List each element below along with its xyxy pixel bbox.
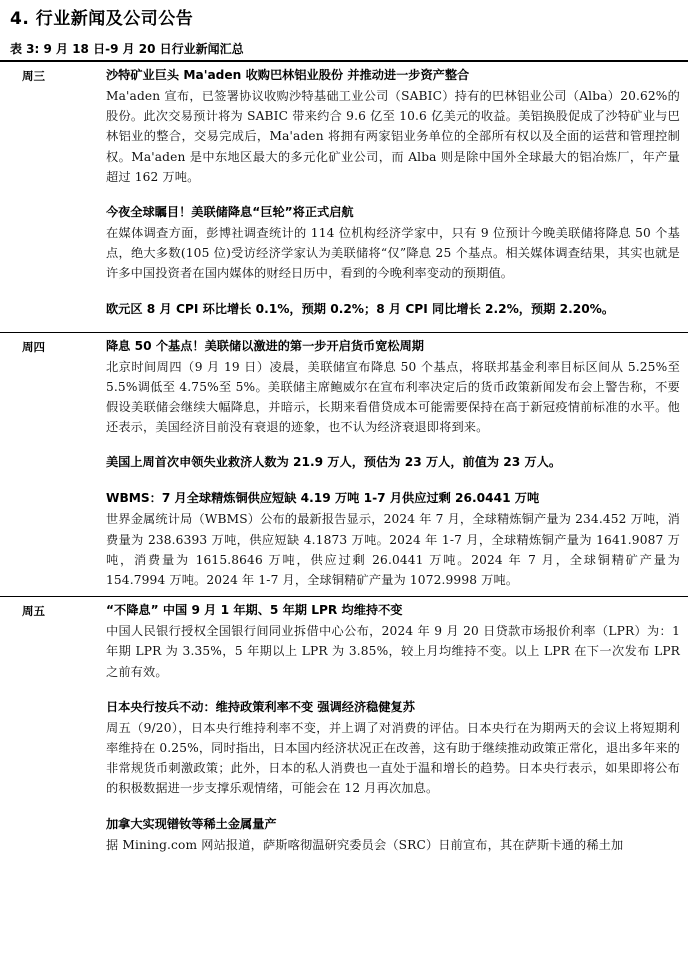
news-table — [0, 60, 688, 861]
day-label: 周三 — [22, 69, 45, 83]
news-headline: 降息 50 个基点！美联储以激进的第一步开启货币宽松周期 — [106, 338, 424, 353]
news-headline: 今夜全球瞩目！美联储降息“巨轮”将正式启航 — [106, 205, 354, 220]
news-item — [106, 298, 680, 320]
news-body: Ma'aden 宣布，已签署协议收购沙特基础工业公司（SABIC）持有的巴林铝业公司（Alba）20.62%的股份。此次交易预计将为 SABIC 带来约合 9.6 亿至 10.6 亿美元的收益。美铝换股促成了沙特矿业与巴林铝业的整合，交易完成后，Ma'aden 将拥有两家铝业务单位的全部所有权以及全面的运营和管理控制权。Ma'aden 是中东地区最大的多元化矿业公司，而 Alba 则是除中国外全球最大的铝冶炼厂，年产量超过 162 万吨。 — [106, 89, 680, 184]
news-item — [106, 335, 680, 438]
section-title: 4. 行业新闻及公司公告 — [10, 9, 194, 29]
news-body: 北京时间周四（9 月 19 日）凌晨，美联储宣布降息 50 个基点，将联邦基金利率目标区间从 5.25%至 5.5%调低至 4.75%至 5%。美联储主席鲍威尔在宣布利率决定后的货币政策新闻发布会上警告称，不要假设美联储会继续大幅降息，并暗示，长期来看借贷成本可能需要保持在高于新冠疫情前标准的水平。他还表示，美国经济目前没有衰退的迹象，也不认为经济衰退即将到来。 — [106, 359, 680, 435]
news-item — [106, 813, 680, 855]
news-item — [106, 201, 680, 284]
news-headline: “不降息” 中国 9 月 1 年期、5 年期 LPR 均维持不变 — [106, 603, 403, 618]
news-headline: 沙特矿业巨头 Ma'aden 收购巴林铝业股份 并推动进一步资产整合 — [106, 68, 470, 82]
news-headline: 欧元区 8 月 CPI 环比增长 0.1%，预期 0.2%；8 月 CPI 同比增长 2.2%，预期 2.20%。 — [106, 301, 615, 316]
day-label: 周五 — [22, 604, 45, 619]
news-item — [106, 451, 680, 473]
news-headline: 加拿大实现镨钕等稀土金属量产 — [106, 816, 277, 831]
news-item — [106, 599, 680, 682]
news-body: 世界金属统计局（WBMS）公布的最新报告显示，2024 年 7 月，全球精炼铜产量为 234.452 万吨，消费量为 238.6393 万吨，供应短缺 4.1873 万吨。2024 年 1-7 月，全球精炼铜产量为 1641.9087 万吨，消费量为 1615.8646 万吨，供应过剩 26.0441 万吨。2024 年 7 月，全球铜精矿产量为 154.7994 万吨。2024 年 1-7 月，全球铜精矿产量为 1072.9998 万吨。 — [106, 512, 680, 588]
news-headline: 美国上周首次申领失业救济人数为 21.9 万人，预估为 23 万人，前值为 23 万人。 — [106, 455, 562, 470]
day-label: 周四 — [22, 339, 45, 354]
row-content — [92, 62, 688, 332]
news-body: 据 Mining.com 网站报道，萨斯喀彻温研究委员会（SRC）日前宣布，其在萨斯卡通的稀土加 — [106, 837, 624, 852]
row-content — [92, 597, 688, 861]
news-headline: 日本央行按兵不动：维持政策利率不变 强调经济稳健复苏 — [106, 699, 415, 714]
news-body: 在媒体调查方面，彭博社调查统计的 114 位机构经济学家中，只有 9 位预计今晚美联储将降息 50 个基点，绝大多数(105 位)受访经济学家认为美联储将“仅”降息 25 个基点。相关媒体调查结果，其实也就是许多中国投资者在国内媒体的财经日历中，看到的今晚利率变动的预期值。 — [106, 226, 680, 281]
table-caption: 表 3: 9 月 18 日-9 月 20 日行业新闻汇总 — [10, 42, 244, 56]
table-row-friday — [0, 597, 688, 861]
news-item — [106, 64, 680, 187]
table-row-thursday — [0, 333, 688, 598]
news-body: 中国人民银行授权全国银行间同业拆借中心公布，2024 年 9 月 20 日贷款市场报价利率（LPR）为：1 年期 LPR 为 3.35%，5 年期以上 LPR 为 3.85%，较上月均维持不变。以上 LPR 在下一次发布 LPR 之前有效。 — [106, 624, 680, 679]
news-headline: WBMS：7 月全球精炼铜供应短缺 4.19 万吨 1-7 月供应过剩 26.0441 万吨 — [106, 491, 540, 506]
news-item — [106, 696, 680, 799]
news-body: 周五（9/20），日本央行维持利率不变，并上调了对消费的评估。日本央行在为期两天的会议上将短期利率维持在 0.25%，同时指出，日本国内经济状况正在改善，这有助于继续推动政策正常化，退出多年来的非常规货币刺激政策；此外，日本的私人消费也一直处于温和增长的趋势。日本央行表示，如果即将公布的积极数据进一步支撑乐观情绪，可能会在 12 月再次加息。 — [106, 720, 681, 796]
table-row-wednesday — [0, 62, 688, 333]
news-item — [106, 487, 680, 590]
row-content — [92, 333, 688, 597]
